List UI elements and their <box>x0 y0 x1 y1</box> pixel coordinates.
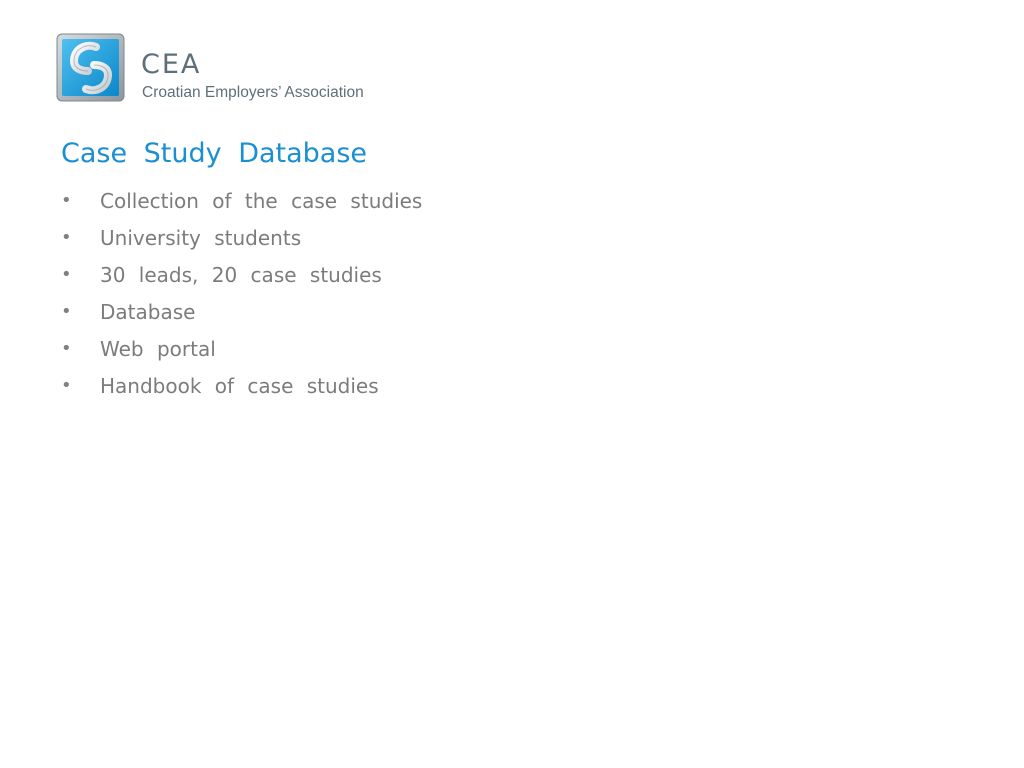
bullet-text: Web portal <box>100 337 216 361</box>
linked-rings-logo-icon <box>56 33 126 103</box>
bullet-icon: • <box>61 375 72 396</box>
bullet-icon: • <box>61 227 72 248</box>
bullet-icon: • <box>61 264 72 285</box>
bullet-text: Collection of the case studies <box>100 189 423 213</box>
bullet-text: University students <box>100 226 302 250</box>
bullet-text: Handbook of case studies <box>100 374 379 398</box>
bullet-text: Database <box>100 300 196 324</box>
bullet-icon: • <box>61 190 72 211</box>
bullet-icon: • <box>61 338 72 359</box>
slide-title: Case Study Database <box>61 138 368 169</box>
cea-logo <box>56 33 386 105</box>
bullet-text: 30 leads, 20 case studies <box>100 263 382 287</box>
logo-organization-name: Croatian Employers’ Association <box>142 84 364 101</box>
logo-abbreviation: CEA <box>141 49 202 80</box>
bullet-icon: • <box>61 301 72 322</box>
